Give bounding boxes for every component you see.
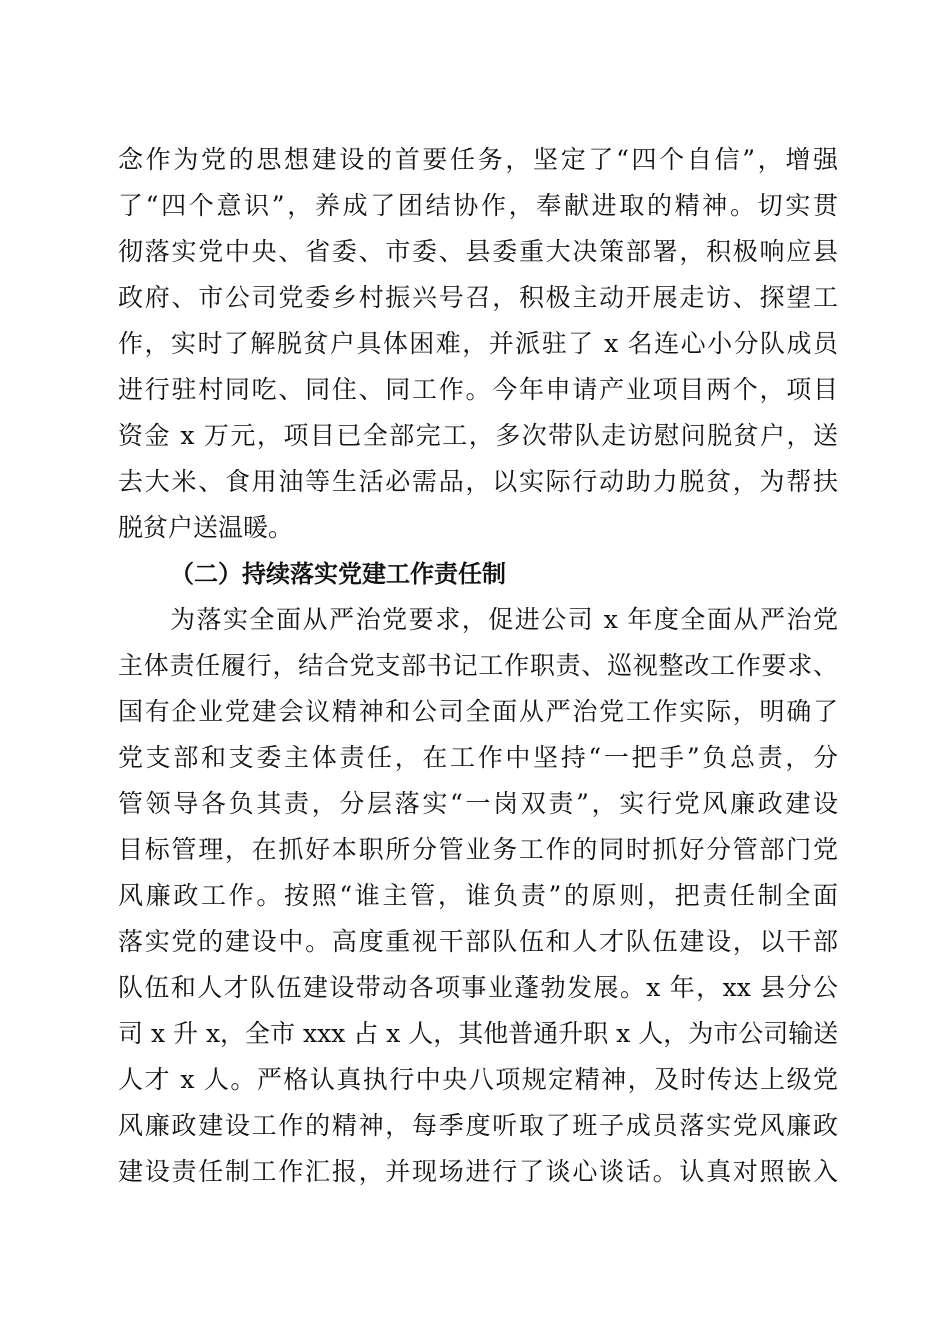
text-line: 目标管理，在抓好本职所分管业务工作的同时抓好分管部门党: [118, 835, 838, 864]
text-line: 人才 x 人。严格认真执行中央八项规定精神，及时传达上级党: [118, 1065, 838, 1094]
text-line: 脱贫户送温暖。: [118, 513, 294, 542]
text-line: 政府、市公司党委乡村振兴号召，积极主动开展走访、探望工: [118, 283, 838, 312]
text-line: 管领导各负其责，分层落实“一岗双责”，实行党风廉政建设: [118, 789, 838, 818]
text-line: 资金 x 万元，项目已全部完工，多次带队走访慰问脱贫户，送: [118, 421, 838, 450]
text-line: 主体责任履行，结合党支部书记工作职责、巡视整改工作要求、: [118, 651, 838, 680]
text-line: 队伍和人才队伍建设带动各项事业蓬勃发展。x 年，xx 县分公: [118, 973, 838, 1002]
text-line: 去大米、食用油等生活必需品，以实际行动助力脱贫，为帮扶: [118, 467, 838, 496]
text-line: 司 x 升 x，全市 xxx 占 x 人，其他普通升职 x 人，为市公司输送: [118, 1019, 838, 1048]
text-line: 念作为党的思想建设的首要任务，坚定了“四个自信”，增强: [118, 145, 838, 174]
section-heading: （二）持续落实党建工作责任制: [170, 560, 506, 588]
text-line: 为落实全面从严治党要求，促进公司 x 年度全面从严治党: [170, 605, 838, 634]
text-line: 国有企业党建会议精神和公司全面从严治党工作实际，明确了: [118, 697, 838, 726]
text-line: 风廉政工作。按照“谁主管，谁负责”的原则，把责任制全面: [118, 881, 838, 910]
text-line: 了“四个意识”，养成了团结协作，奉献进取的精神。切实贯: [118, 191, 838, 220]
text-line: 建设责任制工作汇报，并现场进行了谈心谈话。认真对照嵌入: [118, 1157, 838, 1186]
text-line: 进行驻村同吃、同住、同工作。今年申请产业项目两个，项目: [118, 375, 838, 404]
text-line: 彻落实党中央、省委、市委、县委重大决策部署，积极响应县: [118, 237, 838, 266]
text-line: 落实党的建设中。高度重视干部队伍和人才队伍建设，以干部: [118, 927, 838, 956]
text-line: 风廉政建设工作的精神，每季度听取了班子成员落实党风廉政: [118, 1111, 838, 1140]
text-line: 作，实时了解脱贫户具体困难，并派驻了 x 名连心小分队成员: [118, 329, 838, 358]
text-line: 党支部和支委主体责任，在工作中坚持“一把手”负总责，分: [118, 743, 838, 772]
